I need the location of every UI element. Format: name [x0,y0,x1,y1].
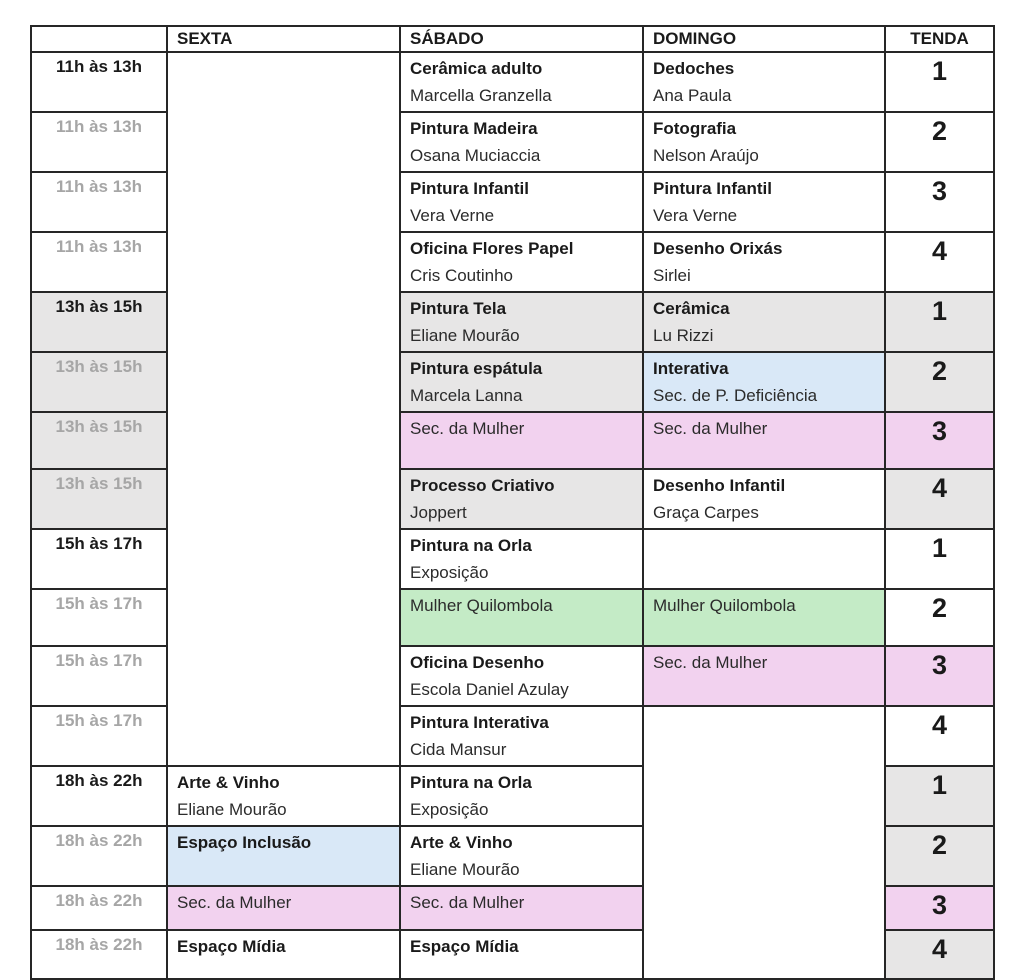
tenda-cell: 4 [885,706,994,766]
activity-cell-sabado: Pintura na Orla Exposição [400,766,643,826]
schedule-table-container [30,25,995,980]
tenda-cell: 3 [885,646,994,706]
activity-cell-domingo: Cerâmica Lu Rizzi [643,292,885,352]
tenda-cell: 4 [885,232,994,292]
activity-cell-domingo: Fotografia Nelson Araújo [643,112,885,172]
time-cell: 11h às 13h [31,232,167,292]
tenda-cell: 1 [885,766,994,826]
time-cell: 13h às 15h [31,352,167,412]
activity-cell-sabado: Processo Criativo Joppert [400,469,643,529]
activity-cell-sabado: Pintura espátula Marcela Lanna [400,352,643,412]
header-domingo: DOMINGO [643,26,885,52]
tenda-cell: 2 [885,826,994,886]
tenda-cell: 4 [885,930,994,979]
activity-cell-sabado: Mulher Quilombola [400,589,643,646]
activity-cell-sexta: Arte & Vinho Eliane Mourão [167,766,400,826]
activity-cell-domingo: Sec. da Mulher [643,412,885,469]
time-cell: 11h às 13h [31,52,167,112]
tenda-cell: 3 [885,886,994,930]
header-tenda: TENDA [885,26,994,52]
activity-cell-sabado: Sec. da Mulher [400,886,643,930]
time-cell: 15h às 17h [31,646,167,706]
activity-cell-domingo-empty [643,529,885,589]
domingo-empty-block [643,706,885,979]
tenda-cell: 1 [885,292,994,352]
activity-cell-domingo: Desenho Orixás Sirlei [643,232,885,292]
time-cell: 15h às 17h [31,589,167,646]
activity-cell-sabado: Oficina Flores Papel Cris Coutinho [400,232,643,292]
activity-cell-sabado: Pintura Madeira Osana Muciaccia [400,112,643,172]
time-cell: 18h às 22h [31,930,167,979]
time-cell: 13h às 15h [31,292,167,352]
activity-cell-domingo: Mulher Quilombola [643,589,885,646]
header-time [31,26,167,52]
activity-cell-domingo: Interativa Sec. de P. Deficiência [643,352,885,412]
activity-cell-sabado: Pintura Tela Eliane Mourão [400,292,643,352]
tenda-cell: 2 [885,589,994,646]
tenda-cell: 1 [885,529,994,589]
header-row [31,26,994,52]
time-cell: 18h às 22h [31,766,167,826]
tenda-cell: 2 [885,112,994,172]
time-cell: 13h às 15h [31,412,167,469]
activity-cell-domingo: Sec. da Mulher [643,646,885,706]
activity-cell-sabado: Espaço Mídia [400,930,643,979]
time-cell: 11h às 13h [31,112,167,172]
activity-cell-domingo: Pintura Infantil Vera Verne [643,172,885,232]
tenda-cell: 2 [885,352,994,412]
activity-cell-sabado: Sec. da Mulher [400,412,643,469]
activity-cell-domingo: Desenho Infantil Graça Carpes [643,469,885,529]
time-cell: 15h às 17h [31,529,167,589]
activity-cell-sabado: Cerâmica adulto Marcella Granzella [400,52,643,112]
header-sabado: SÁBADO [400,26,643,52]
time-cell: 15h às 17h [31,706,167,766]
time-cell: 18h às 22h [31,826,167,886]
sexta-empty-block [167,52,400,766]
activity-cell-sexta: Espaço Inclusão [167,826,400,886]
tenda-cell: 4 [885,469,994,529]
time-cell: 13h às 15h [31,469,167,529]
time-cell: 11h às 13h [31,172,167,232]
header-sexta: SEXTA [167,26,400,52]
row-11h-tenda1 [31,52,994,112]
tenda-cell: 3 [885,412,994,469]
activity-cell-sabado: Arte & Vinho Eliane Mourão [400,826,643,886]
activity-cell-sabado: Pintura na Orla Exposição [400,529,643,589]
activity-cell-sabado: Pintura Infantil Vera Verne [400,172,643,232]
activity-cell-sexta: Espaço Mídia [167,930,400,979]
activity-cell-sabado: Pintura Interativa Cida Mansur [400,706,643,766]
time-cell: 18h às 22h [31,886,167,930]
activity-cell-domingo: Dedoches Ana Paula [643,52,885,112]
schedule-table [30,25,995,980]
tenda-cell: 1 [885,52,994,112]
activity-cell-sexta: Sec. da Mulher [167,886,400,930]
tenda-cell: 3 [885,172,994,232]
activity-cell-sabado: Oficina Desenho Escola Daniel Azulay [400,646,643,706]
